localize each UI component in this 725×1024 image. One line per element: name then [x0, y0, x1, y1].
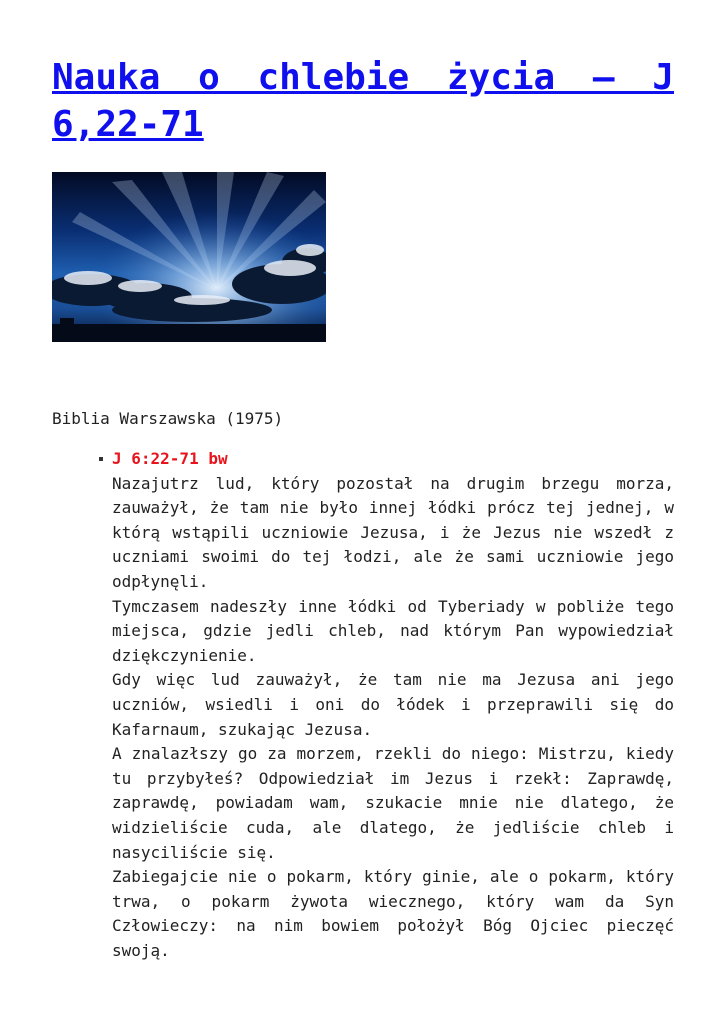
verse-paragraph: Gdy więc lud zauważył, że tam nie ma Jezusa ani jego uczniów, wsiedli i oni do łódek i przeprawili się do Kafarnaum, szukając Jezusa. [112, 670, 674, 739]
page-title[interactable]: Nauka o chlebie życia – J 6,22-71 [52, 57, 674, 145]
translation-name: Biblia Warszawska (1975) [52, 409, 284, 428]
sky-rays-image [52, 172, 326, 342]
scripture-entry [112, 447, 674, 963]
verse-paragraph: Zabiegajcie nie o pokarm, który ginie, ale o pokarm, który trwa, o pokarm żywota wiecznego, który wam da Syn Człowieczy: na nim bowiem położył Bóg Ojciec pieczęć swoją. [112, 867, 674, 960]
verse-paragraph: Nazajutrz lud, który pozostał na drugim brzegu morza, zauważył, że tam nie było innej łódki prócz tej jednej, w którą wstąpili uczniowie Jezusa, i że Jezus nie wszedł z uczniami swoimi do tej łodzi, ale że sami uczniowie jego odpłynęli. [112, 473, 674, 591]
verse-paragraph: Tymczasem nadeszły inne łódki od Tyberiady w pobliże tego miejsca, gdzie jedli chleb, nad którym Pan wypowiedział dziękczynienie. [112, 596, 674, 665]
scripture-list [52, 447, 674, 963]
scripture-reference: J 6:22-71 bw [112, 449, 228, 468]
list-item [52, 447, 674, 963]
verse-paragraph: A znalazłszy go za morzem, rzekli do niego: Mistrzu, kiedy tu przybyłeś? Odpowiedział im Jezus i rzekł: Zaprawdę, zaprawdę, powiadam wam, szukacie mnie nie dlatego, że widzieliście cuda, ale dlatego, że jedliście chleb i nasyciliście się. [112, 744, 674, 862]
bullet-icon [99, 457, 103, 461]
